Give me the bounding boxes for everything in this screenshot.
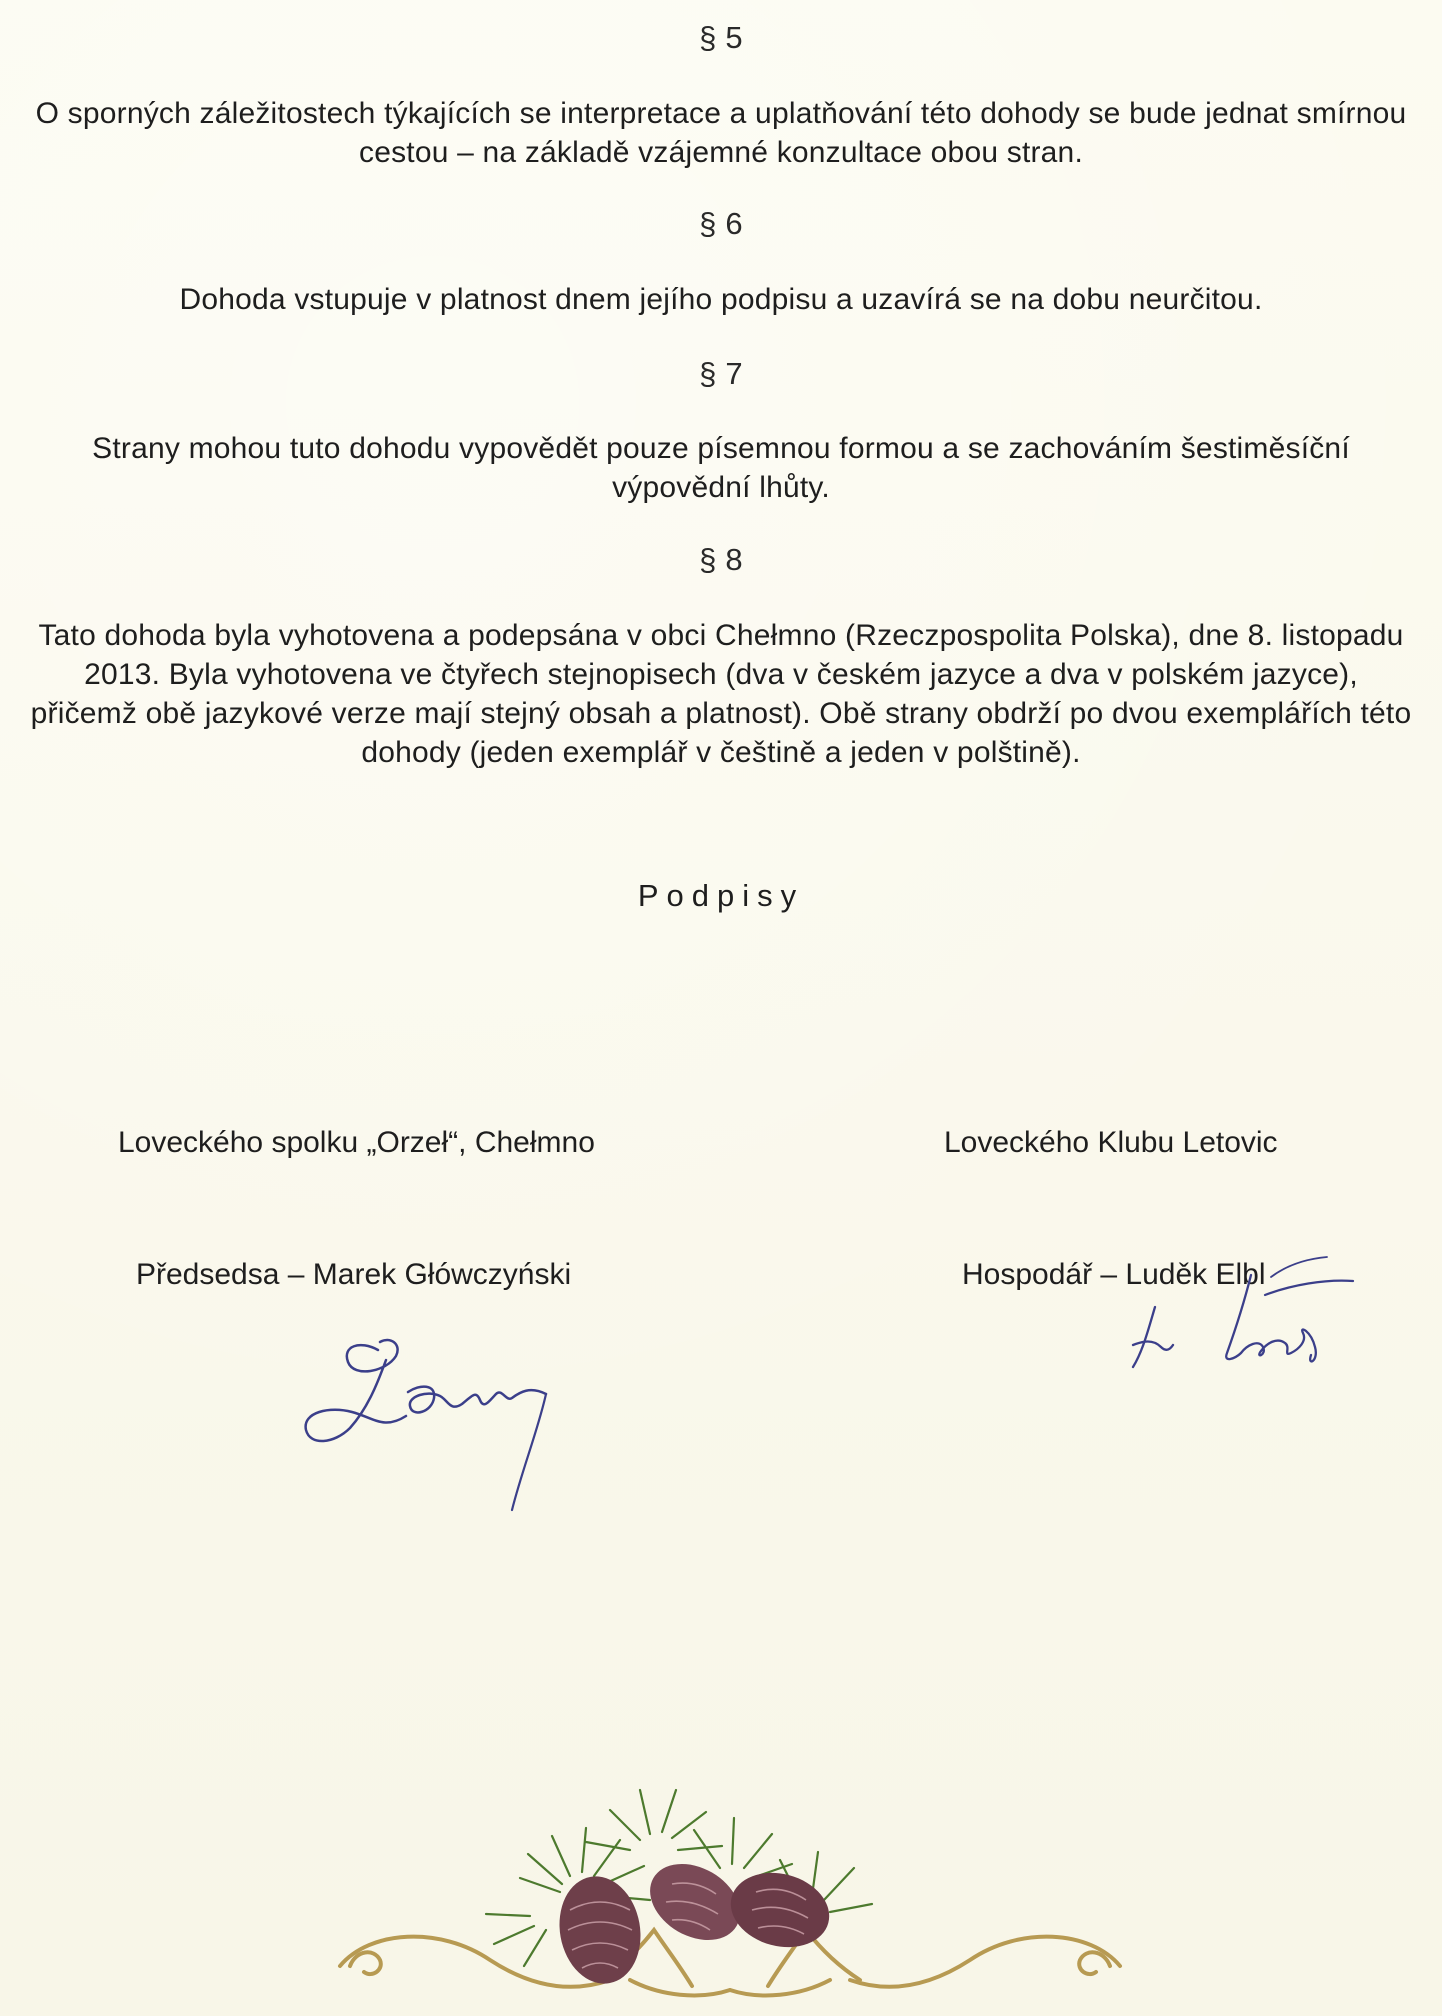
section-number-7: § 7 [699, 356, 743, 391]
section-text-5: O sporných záležitostech týkajících se interpretace a uplatňování této dohody se bude jednat smírnou cestou – na základě vzájemné konzultace obou stran. [35, 97, 1407, 169]
section-text-7: Strany mohou tuto dohodu vypovědět pouze písemnou formou a se zachováním šestiměsíční výpovědní lhůty. [92, 432, 1350, 504]
right-organization: Loveckého Klubu Letovic [944, 1126, 1278, 1159]
pine-cone-ornament [300, 1780, 1160, 2016]
left-signature [290, 1320, 590, 1540]
section-number-8: § 8 [699, 542, 743, 577]
section-number-6: § 6 [699, 206, 743, 241]
section-text-6: Dohoda vstupuje v platnost dnem jejího podpisu a uzavírá se na dobu neurčitou. [179, 283, 1263, 316]
right-signature [1115, 1255, 1435, 1375]
right-signer: Hospodář – Luděk Elbl [962, 1258, 1266, 1291]
left-organization: Loveckého spolku „Orzeł“, Chełmno [118, 1126, 595, 1159]
section-text-8: Tato dohoda byla vyhotovena a podepsána v obci Chełmno (Rzeczpospolita Polska), dne 8. listopadu 2013. Byla vyhotovena ve čtyřech stejnopisech (dva v českém jazyce a dva v polském jazyce), přičemž obě jazykové verze mají stejný obsah a platnost). Obě strany obdrží po dvou exemplářích této dohody (jeden exemplář v češtině a jeden v polštině). [30, 619, 1412, 769]
left-signer: Předsedsa – Marek Główczyński [136, 1258, 572, 1291]
section-number-5: § 5 [699, 20, 743, 55]
signatures-heading: Podpisy [637, 878, 805, 913]
